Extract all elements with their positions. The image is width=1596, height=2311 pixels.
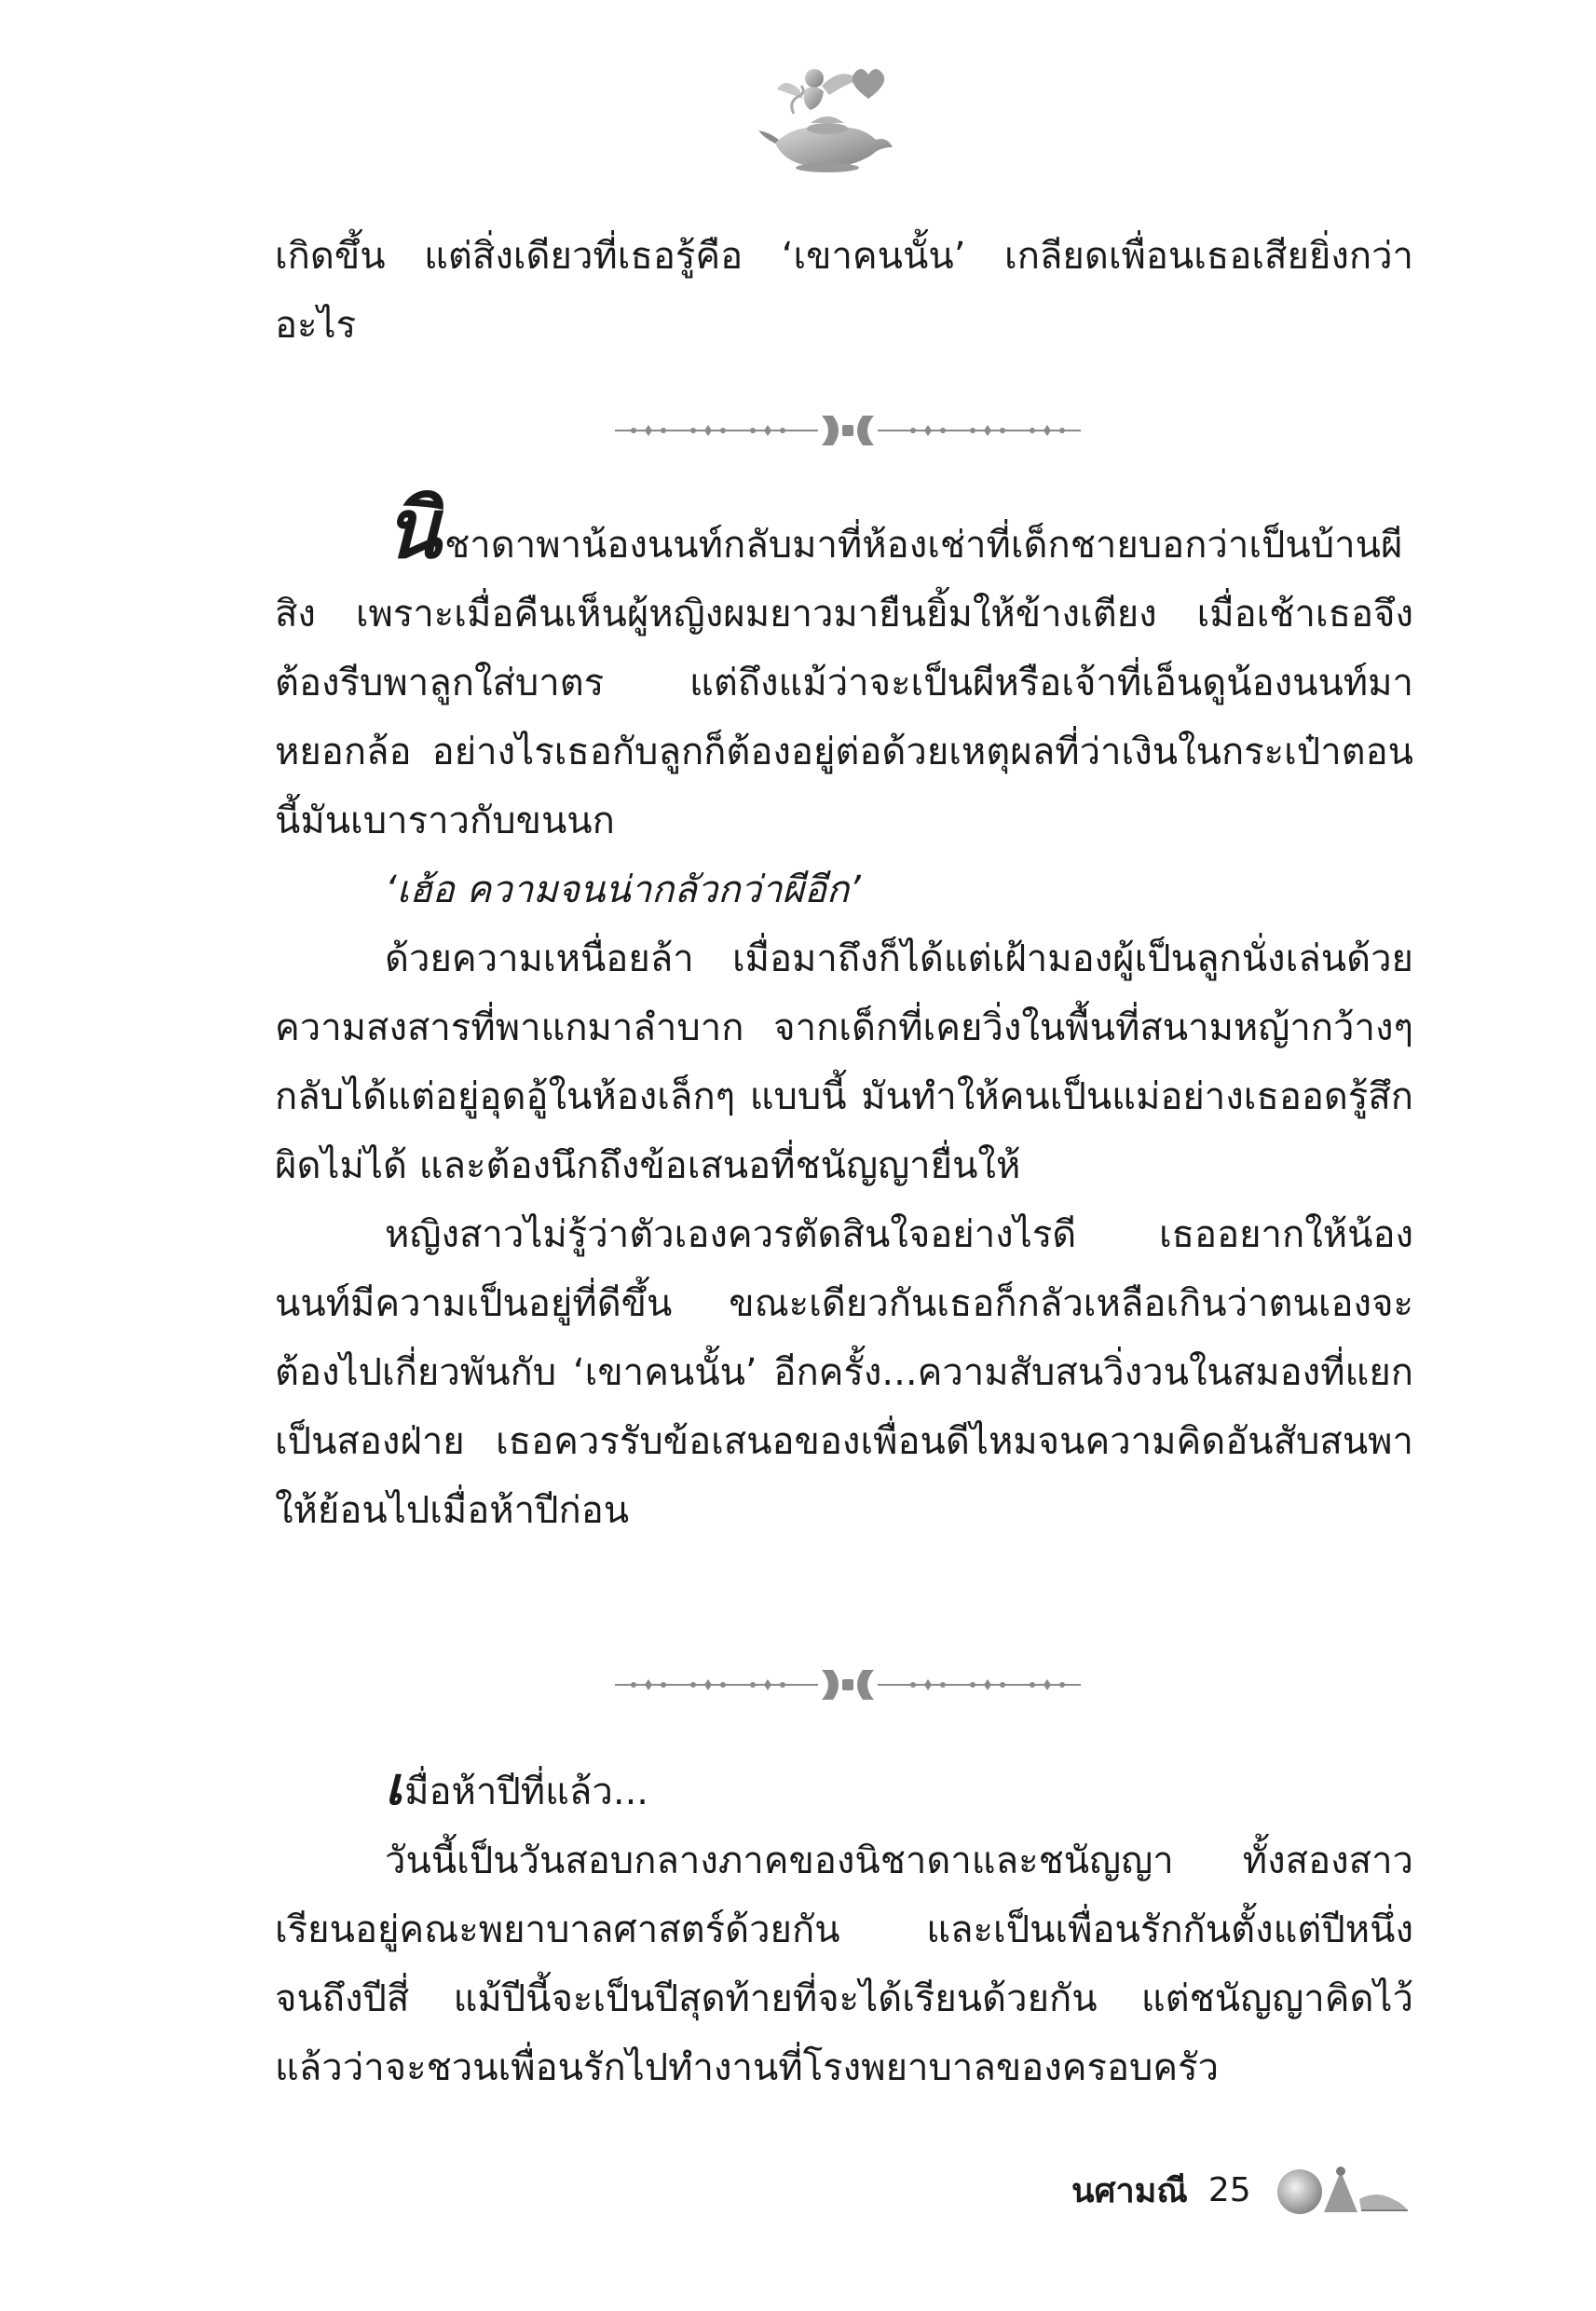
heading-text: มื่อห้าปีที่แล้ว... bbox=[404, 1771, 649, 1813]
genie-lamp-icon bbox=[757, 58, 896, 174]
paragraph: หญิงสาวไม่รู้ว่าตัวเองควรตัดสินใจอย่างไรดี เธออยากให้น้องนนท์มีความเป็นอยู่ที่ดีขึ้น ขณะเดียวกันเธอก็กลัวเหลือเกินว่าตนเองจะต้องไปเกี่ยวพันกับ ‘เขาคนนั้น’ อีกครั้ง...ความสับสนวิ่งวนในสมองที่แยกเป็นสองฝ่าย เธอควรรับข้อเสนอของเพื่อนดีไหมจนความคิดอันสับสนพาให้ย้อนไปเมื่อห้าปีก่อน bbox=[275, 1213, 1413, 1532]
inner-thought: ‘เฮ้อ ความจนน่ากลัวกว่าผีอีก’ bbox=[385, 868, 861, 911]
drop-cap: นิ bbox=[385, 480, 442, 577]
ornament-divider-icon bbox=[615, 412, 1081, 449]
paragraph bbox=[275, 480, 1413, 855]
paragraph-text: ชาดาพาน้องนนท์กลับมาที่ห้องเช่าที่เด็กชายบอกว่าเป็นบ้านผีสิง เพราะเมื่อคืนเห็นผู้หญิงผมยาวมายืนยิ้มให้ข้างเตียง เมื่อเช้าเธอจึงต้องรีบพาลูกใส่บาตร แต่ถึงแม้ว่าจะเป็นผีหรือเจ้าที่เอ็นดูน้องนนท์มาหยอกล้อ อย่างไรเธอกับลูกก็ต้องอยู่ต่อด้วยเหตุผลที่ว่าเงินในกระเป๋าตอนนี้มันเบาราวกับขนนก bbox=[275, 524, 1413, 842]
section-2-text bbox=[275, 480, 1413, 1545]
book-title: นศามณี bbox=[1071, 2171, 1188, 2210]
section-1-text bbox=[275, 222, 1413, 360]
paragraph: วันนี้เป็นวันสอบกลางภาคของนิชาดาและชนัญญา ทั้งสองสาวเรียนอยู่คณะพยาบาลศาสตร์ด้วยกัน และเป็นเพื่อนรักกันตั้งแต่ปีหนึ่งจนถึงปีสี่ แม้ปีนี้จะเป็นปีสุดท้ายที่จะได้เรียนด้วยกัน แต่ชนัญญาคิดไว้แล้วว่าจะชวนเพื่อนรักไปทำงานที่โรงพยาบาลของครอบครัว bbox=[275, 1839, 1413, 2089]
paragraph: เกิดขึ้น แต่สิ่งเดียวที่เธอรู้คือ ‘เขาคนนั้น’ เกลียดเพื่อนเธอเสียยิ่งกว่าอะไร bbox=[275, 235, 1413, 347]
ornament-vignette-icon bbox=[1272, 2162, 1412, 2218]
paragraph: ด้วยความเหนื่อยล้า เมื่อมาถึงก็ได้แต่เฝ้ามองผู้เป็นลูกนั่งเล่นด้วยความสงสารที่พาแกมาลำบาก จากเด็กที่เคยวิ่งในพื้นที่สนามหญ้ากว้างๆ กลับได้แต่อยู่อุดอู้ในห้องเล็กๆ แบบนี้ มันทำให้คนเป็นแม่อย่างเธออดรู้สึกผิดไม่ได้ และต้องนึกถึงข้อเสนอที่ชนัญญายื่นให้ bbox=[275, 937, 1413, 1187]
section-heading bbox=[275, 1757, 1413, 1826]
section-3-text bbox=[275, 1757, 1413, 2102]
ornament-divider-icon bbox=[615, 1666, 1081, 1703]
drop-cap: เ bbox=[385, 1756, 403, 1817]
page-number: 25 bbox=[1207, 2170, 1251, 2209]
page-footer bbox=[1071, 2162, 1412, 2218]
